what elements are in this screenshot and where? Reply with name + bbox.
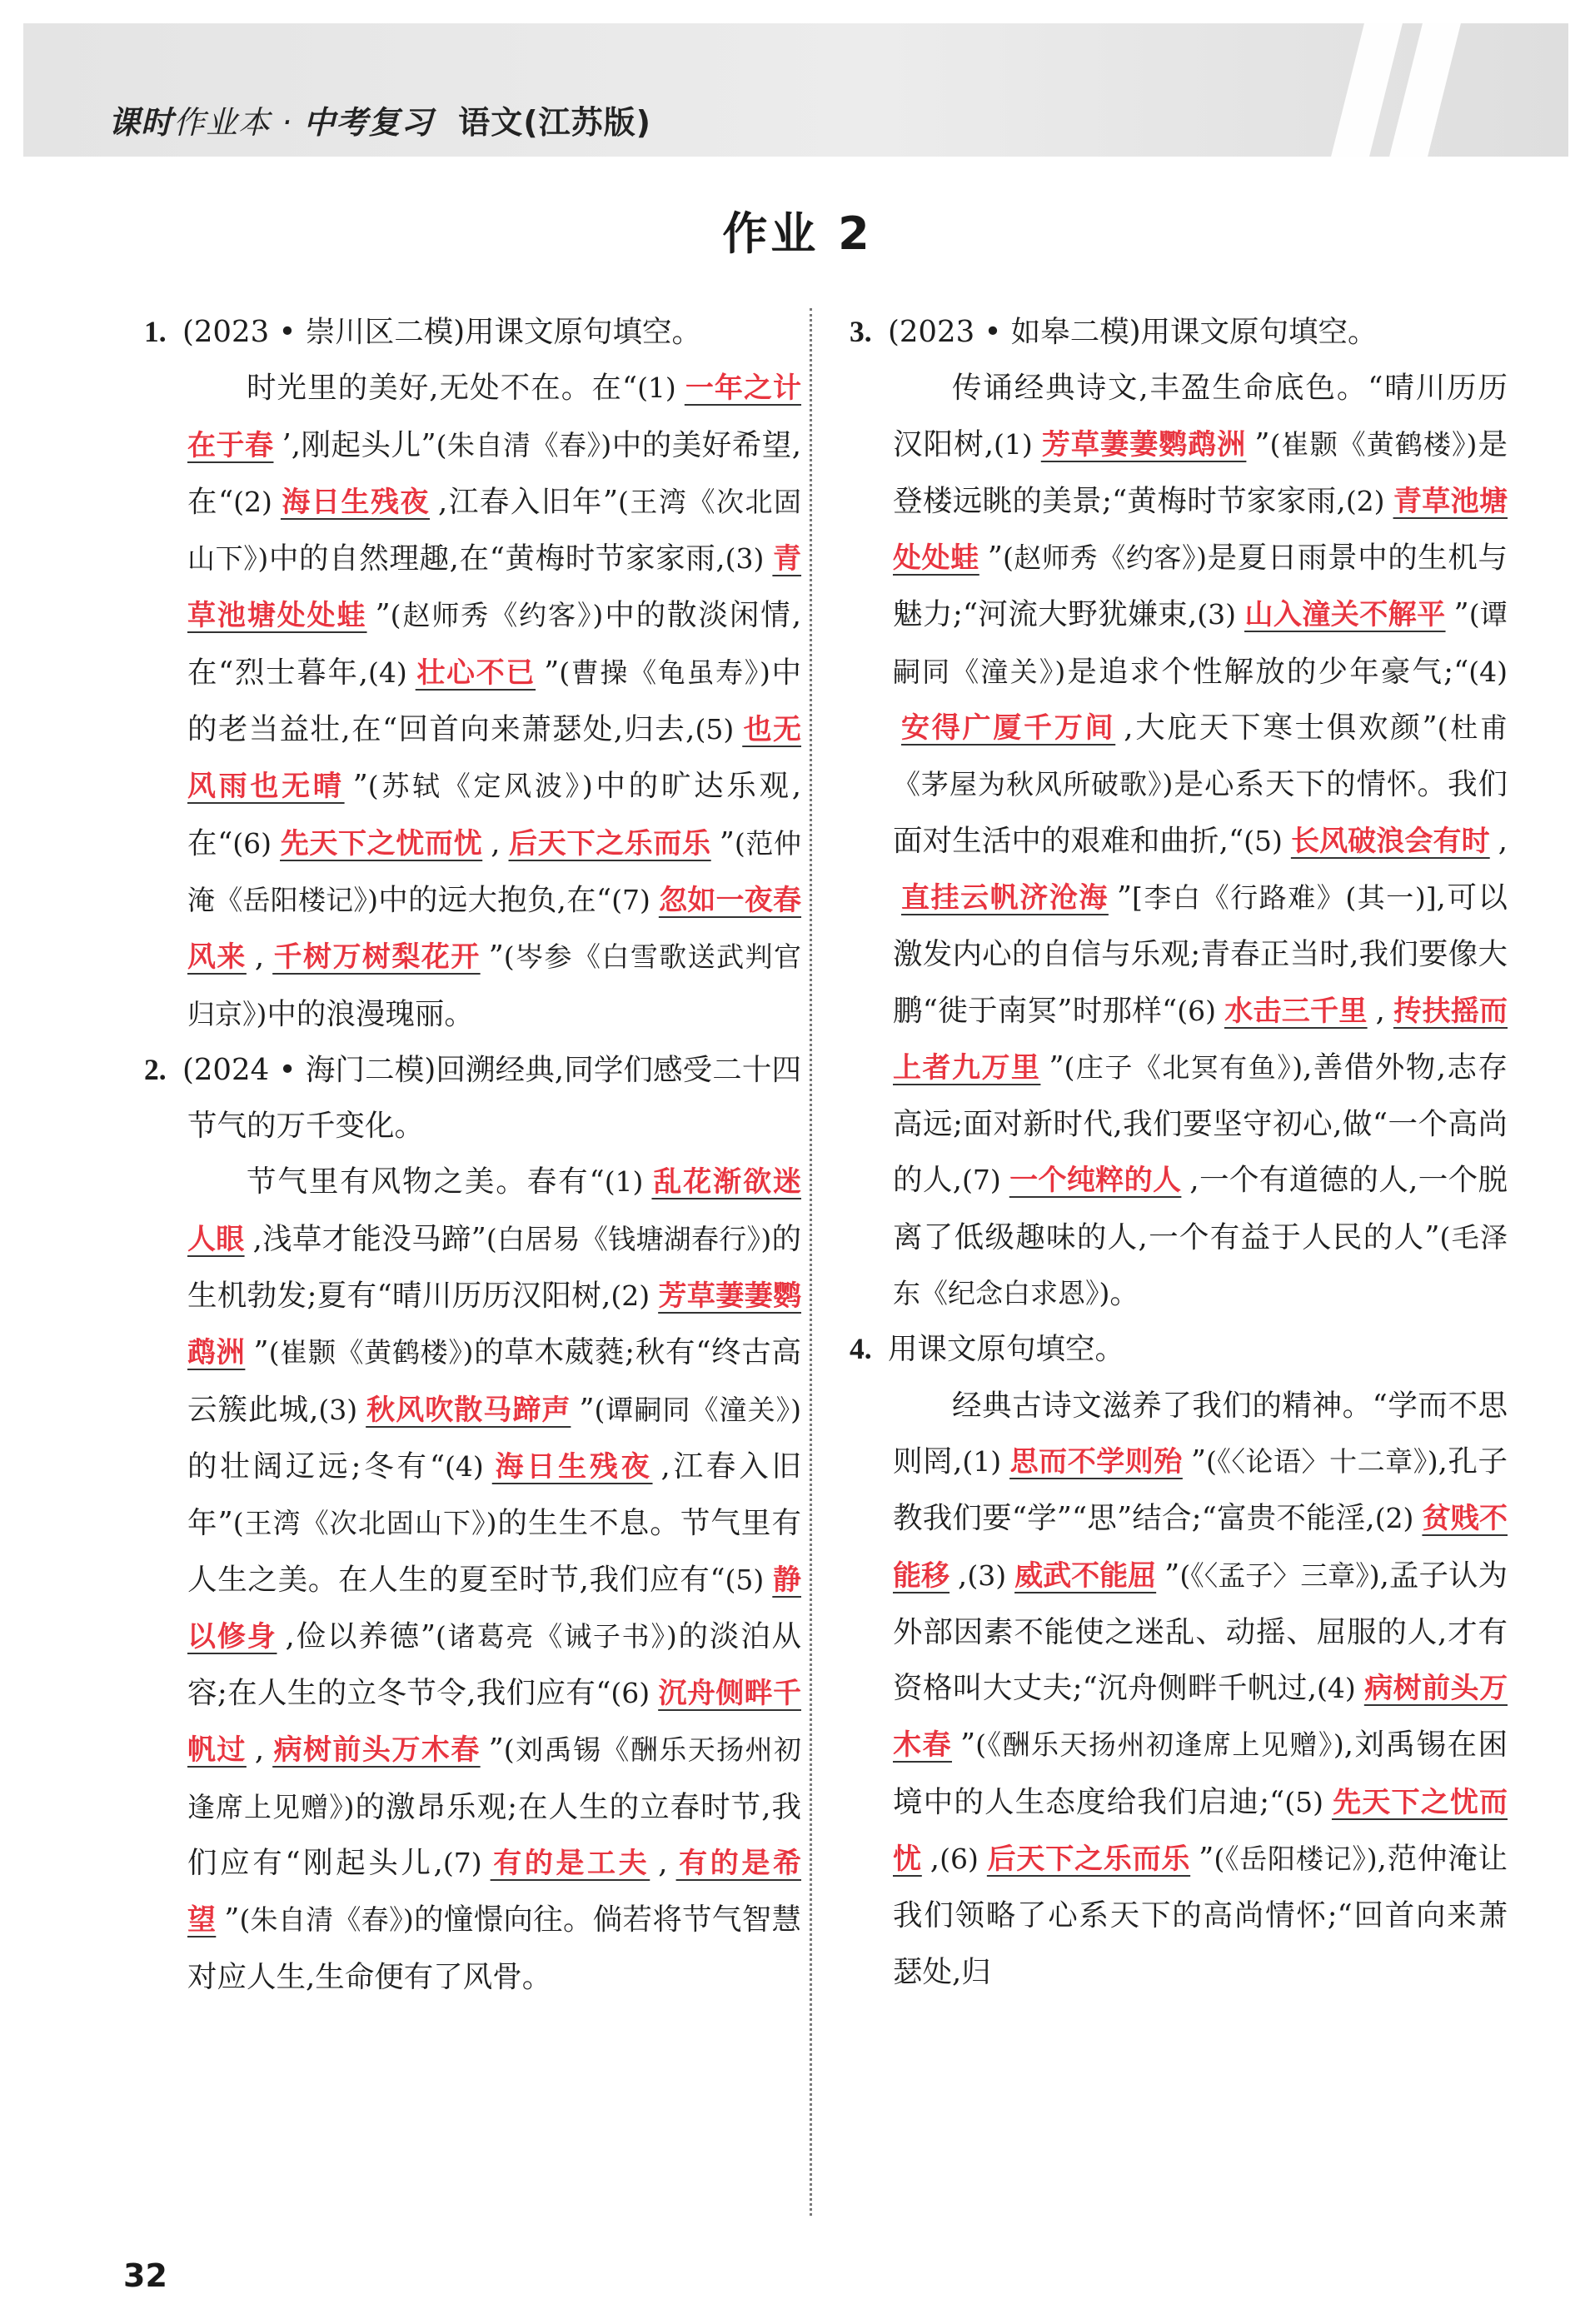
source-citation: (毛泽东《纪念白求恩》) — [893, 1220, 1508, 1310]
answer-blank: 芳草萋萋鹦鹉洲 — [1040, 427, 1247, 461]
blank-label: (7) — [611, 883, 650, 916]
question-number: 3. — [850, 315, 872, 348]
passage-text: 经典古诗文滋养了我们的精神。“学而不思则罔, — [893, 1388, 1508, 1479]
source-citation: (赵师秀《约客》) — [1002, 541, 1207, 575]
answer-blank: 安得广厦千万间 — [901, 711, 1116, 746]
passage-text: 节气里有风物之美。春有“ — [247, 1164, 605, 1199]
source-citation: (朱自清《春》) — [436, 428, 612, 461]
passage-text: , — [930, 1842, 940, 1877]
blank-label: (4) — [1317, 1672, 1356, 1705]
passage-text: ” — [1254, 426, 1270, 461]
answer-blank: 病树前头万木春 — [893, 1672, 1508, 1763]
passage-text: ” — [1116, 880, 1133, 915]
source-citation: (《〈孟子〉三章》) — [1179, 1558, 1380, 1592]
passage-text: 是登楼远眺的美景;“黄梅时节家家雨, — [893, 426, 1508, 518]
answer-blank: 一年之计在于春 — [187, 372, 802, 462]
source-citation: (岑参《白雪歌送武判官归京》) — [187, 940, 802, 1030]
answer-blank: 直挂云帆济沧海 — [901, 880, 1109, 915]
question-number: 4. — [850, 1332, 872, 1366]
passage-text: ,孔子教我们要“学”“思”结合;“富贵不能淫, — [893, 1444, 1508, 1536]
passage-text: 是夏日雨景中的生机与魅力;“河流大野犹嫌束, — [893, 541, 1508, 632]
passage-text: ” — [1190, 1444, 1207, 1479]
source-citation: (《岳阳楼记》) — [1214, 1843, 1378, 1876]
passage-text: ,大庇天下寒士俱欢颜” — [1124, 711, 1438, 746]
source-citation: (刘禹锡《酬乐天扬州初逢席上见赠》) — [187, 1733, 802, 1823]
passage-text: ” — [488, 1733, 504, 1768]
answer-blank: 也无风雨也无晴 — [187, 713, 801, 804]
header-book-title — [108, 97, 651, 142]
question-prompt: (2023 • 崇川区二模)用课文原句填空。 — [182, 315, 702, 349]
answer-blank: 贫贱不能移 — [893, 1502, 1508, 1593]
answer-blank: 思而不学则殆 — [1009, 1444, 1183, 1479]
source-citation: (《〈论语〉十二章》) — [1206, 1444, 1438, 1478]
passage-text: 。 — [1109, 1276, 1139, 1311]
source-citation: (诸葛亮《诫子书》) — [436, 1619, 677, 1653]
passage-text: ,可以激发内心的自信与乐观;青春正当时,我们要像大鹏“徙于南冥”时那样“ — [893, 880, 1508, 1028]
source-citation: (《酬乐天扬州初逢席上见赠》) — [975, 1728, 1344, 1762]
passage-text: ” — [352, 769, 368, 804]
header-decor-stripe — [1389, 23, 1461, 157]
passage-text: ” — [375, 598, 391, 633]
passage-text: 中的自然理趣,在“黄梅时节家家雨, — [268, 541, 725, 576]
source-citation: (范仲淹《岳阳楼记》) — [187, 826, 802, 916]
blank-label: (2) — [1374, 1502, 1414, 1535]
source-citation: (谭嗣同《潼关》) — [594, 1393, 801, 1426]
passage-text: ” — [544, 655, 560, 690]
question-2-prompt — [144, 1042, 801, 1155]
answer-blank: 海日生残夜 — [280, 485, 431, 519]
answer-blank: 秋风吹散马蹄声 — [366, 1393, 571, 1427]
passage-text: ” — [224, 1903, 240, 1937]
source-citation: (白居易《钱塘湖春行》) — [486, 1222, 772, 1255]
left-column — [144, 304, 801, 2005]
question-prompt: 用课文原句填空。 — [888, 1332, 1125, 1367]
passage-text: 的生机勃发;夏有“晴川历历汉阳树, — [187, 1221, 802, 1314]
answer-blank: 抟扶摇而上者九万里 — [893, 994, 1508, 1085]
answer-blank: 芳草萋萋鹦鹉洲 — [187, 1279, 801, 1370]
passage-text: 的淡泊从容;在人生的立冬节令,我们应有“ — [187, 1618, 802, 1711]
answer-blank: 有的是希望 — [187, 1847, 802, 1937]
page-title: 作业 2 — [722, 207, 873, 260]
passage-text: 时光里的美好,无处不在。在“ — [247, 371, 638, 406]
passage-text: ,孟子认为外部因素不能使之迷乱、动摇、屈服的人,才有资格叫大丈夫;“沉舟侧畔千帆过, — [893, 1558, 1508, 1706]
answer-blank: 山入潼关不解平 — [1244, 598, 1446, 632]
passage-text: ” — [987, 541, 1003, 576]
question-3-prompt — [850, 304, 1508, 360]
passage-text: ,刘禹锡在困境中的人生态度给我们启迪;“ — [893, 1728, 1508, 1819]
passage-text: ’,刚起头儿” — [282, 427, 436, 462]
passage-text: , — [958, 1558, 968, 1593]
header-subject: 语文(江苏版) — [458, 104, 652, 141]
blank-label: (2) — [1345, 484, 1385, 517]
blank-label: (4) — [1468, 655, 1508, 688]
answer-blank: 忽如一夜春风来 — [187, 883, 802, 975]
blank-label: (1) — [962, 1444, 1002, 1478]
blank-label: (1) — [637, 372, 676, 405]
passage-text: 中的旷达乐观,在“ — [187, 769, 801, 860]
answer-blank: 一个纯粹的人 — [1009, 1164, 1182, 1198]
passage-text: 是追求个性解放的少年豪气;“ — [1065, 654, 1469, 689]
blank-label: (6) — [611, 1677, 650, 1710]
passage-text: ,江春入旧年” — [438, 484, 619, 519]
blank-label: (5) — [695, 713, 735, 746]
passage-text: 中的老当益壮,在“回首向来萧瑟处,归去, — [187, 655, 801, 747]
blank-label: (3) — [318, 1393, 358, 1426]
passage-text: ” — [1453, 597, 1469, 632]
passage-text: ” — [959, 1728, 976, 1763]
passage-text: 中的散淡闲情,在“烈士暮年, — [187, 598, 801, 690]
answer-blank: 壮心不已 — [415, 656, 536, 690]
passage-text: ,俭以养德” — [285, 1618, 436, 1653]
blank-label: (5) — [1284, 1785, 1323, 1818]
answer-blank: 千树万树梨花开 — [272, 940, 481, 975]
question-2-body: 节气里有风物之美。春有“(1) 乱花渐欲迷人眼 ,浅草才能没马蹄”(白居易《钱塘湖春行》)的生机勃发;夏有“晴川历历汉阳树,(2) 芳草萋萋鹦鹉洲 ”(崔颢《黄鹤楼》)的草木葳蕤;秋有“终古高云簇此城,(3) 秋风吹散马蹄声 ”(谭嗣同《潼关》)的壮阔辽远;冬有“(4) 海日生残夜 ,江春入旧年”(王湾《次北固山下》)的生生不息。节气里有人生之美。在人生的夏至时节,我们应有“(5) 静以修身 ,俭以养德”(诸葛亮《诫子书》)的淡泊从容;在人生的立冬节令,我们应有“(6) 沉舟侧畔千帆过 , 病树前头万木春 ”(刘禹锡《酬乐天扬州初逢席上见赠》)的激昂乐观;在人生的立春时节,我们应有“刚起头儿,(7) 有的是工夫 , 有的是希望 ”(朱自清《春》)的憧憬向往。倘若将节气智慧对应人生,生命便有了风骨。 — [187, 1164, 802, 1994]
source-citation: (崔颢《黄鹤楼》) — [1269, 427, 1478, 461]
passage-text: ,江春入旧年” — [187, 1449, 801, 1541]
answer-blank: 长风破浪会有时 — [1290, 824, 1490, 858]
source-citation: (崔颢《黄鹤楼》) — [268, 1336, 474, 1369]
passage-text: 的激昂乐观;在人生的立春时节,我们应有“刚起头儿, — [187, 1789, 802, 1881]
source-citation: [李白《行路难》(其一)] — [1132, 880, 1437, 914]
passage-text: ,浅草才能没马蹄” — [252, 1221, 486, 1256]
answer-blank: 病树前头万木春 — [272, 1733, 481, 1768]
blank-label: (5) — [1244, 824, 1283, 857]
question-1-prompt — [144, 304, 801, 360]
blank-label: (3) — [725, 542, 765, 576]
question-prompt: (2024 • 海门二模)回溯经典,同学们感受二十四节气的万千变化。 — [182, 1052, 801, 1144]
passage-text: ” — [719, 825, 735, 860]
passage-text: 的憧憬向往。倘若将节气智慧对应人生,生命便有了风骨。 — [187, 1903, 801, 1994]
source-citation: (曹操《龟虽寿》) — [559, 656, 770, 689]
passage-text: 中的浪漫瑰丽。 — [267, 996, 474, 1031]
page-number: 32 — [123, 2257, 167, 2294]
question-prompt: (2023 • 如皋二模)用课文原句填空。 — [888, 315, 1378, 349]
source-citation: (庄子《北冥有鱼》) — [1064, 1050, 1303, 1084]
question-1-body: 时光里的美好,无处不在。在“(1) 一年之计在于春 ’,刚起头儿”(朱自清《春》)中的美好希望,在“(2) 海日生残夜 ,江春入旧年”(王湾《次北固山下》)中的自然理趣,在“黄梅时节家家雨,(3) 青草池塘处处蛙 ”(赵师秀《约客》)中的散淡闲情,在“烈士暮年,(4) 壮心不已 ”(曹操《龟虽寿》)中的老当益壮,在“回首向来萧瑟处,归去,(5) 也无风雨也无晴 ”(苏轼《定风波》)中的旷达乐观,在“(6) 先天下之忧而忧 , 后天下之乐而乐 ”(范仲淹《岳阳楼记》)中的远大抱负,在“(7) 忽如一夜春风来 , 千树万树梨花开 ”(岑参《白雪歌送武判官归京》)中的浪漫瑰丽。 — [187, 371, 802, 1031]
passage-text: ” — [1049, 1050, 1064, 1085]
passage-text: 传诵经典诗文,丰盈生命底色。“晴川历历汉阳树, — [893, 371, 1508, 461]
blank-label: (4) — [367, 656, 407, 689]
answer-blank: 静以修身 — [187, 1563, 801, 1653]
passage-text: ,范仲淹让我们领略了心系天下的高尚情怀;“回首向来萧瑟处,归 — [893, 1842, 1508, 1989]
blank-label: (2) — [233, 485, 272, 518]
answer-blank: 威武不能屈 — [1014, 1558, 1157, 1593]
answer-blank: 青草池塘处处蛙 — [893, 484, 1508, 576]
header-series-review: 中考复习 — [303, 104, 434, 141]
blank-label: (3) — [1197, 598, 1237, 631]
source-citation: (王湾《次北固山下》) — [232, 1507, 497, 1540]
answer-blank: 水击三千里 — [1224, 994, 1368, 1028]
passage-text: 中的远大抱负,在“ — [378, 882, 612, 917]
passage-text: ,一个有道德的人,一个脱离了低级趣味的人,一个有益于人民的人” — [893, 1163, 1508, 1254]
passage-text: ” — [488, 940, 504, 975]
answer-blank: 海日生残夜 — [491, 1449, 653, 1484]
blank-label: (1) — [994, 427, 1033, 461]
passage-text: ” — [1164, 1558, 1180, 1593]
answer-blank: 青草池塘处处蛙 — [187, 542, 802, 633]
blank-label: (4) — [444, 1449, 484, 1483]
source-citation: (苏轼《定风波》) — [367, 770, 593, 803]
question-4-body — [893, 1378, 1508, 2000]
source-citation: (杜甫《茅屋为秋风所破歌》) — [893, 711, 1508, 801]
answer-blank: 后天下之乐而乐 — [986, 1843, 1191, 1877]
passage-text: 是心系天下的情怀。我们面对生活中的艰难和曲折,“ — [893, 767, 1508, 858]
passage-text: ” — [253, 1335, 269, 1370]
answer-blank: 后天下之乐而乐 — [508, 826, 711, 860]
blank-label: (6) — [232, 826, 272, 860]
source-citation: (王湾《次北固山下》) — [187, 485, 802, 576]
blank-label: (1) — [604, 1165, 644, 1199]
question-4-prompt — [850, 1321, 1508, 1377]
header-decor-stripe — [1331, 23, 1403, 157]
blank-label: (5) — [725, 1563, 765, 1596]
passage-text: 的生生不息。节气里有人生之美。在人生的夏至时节,我们应有“ — [187, 1506, 801, 1597]
passage-text: 的壮阔辽远;冬有“ — [187, 1449, 445, 1484]
passage-text: 中的美好希望,在“ — [187, 427, 802, 519]
answer-blank: 沉舟侧畔千帆过 — [187, 1677, 801, 1768]
page-header-band — [23, 23, 1568, 157]
header-series: 作业本 · — [173, 104, 304, 141]
blank-label: (2) — [611, 1279, 650, 1313]
blank-label: (7) — [442, 1847, 482, 1880]
right-column — [850, 304, 1508, 2000]
question-3-body: 传诵经典诗文,丰盈生命底色。“晴川历历汉阳树,(1) 芳草萋萋鹦鹉洲 ”(崔颢《黄鹤楼》)是登楼远眺的美景;“黄梅时节家家雨,(2) 青草池塘处处蛙 ”(赵师秀《约客》)是夏日雨景中的生机与魅力;“河流大野犹嫌束,(3) 山入潼关不解平 ”(谭嗣同《潼关》)是追求个性解放的少年豪气;“(4)安得广厦千万间 ,大庇天下寒士俱欢颜”(杜甫《茅屋为秋风所破歌》)是心系天下的情怀。我们面对生活中的艰难和曲折,“(5) 长风破浪会有时 ,直挂云帆济沧海 ”[李白《行路难》(其一)],可以激发内心的自信与乐观;青春正当时,我们要像大鹏“徙于南冥”时那样“(6) 水击三千里 , 抟扶摇而上者九万里 ”(庄子《北冥有鱼》),善借外物,志存高远;面对新时代,我们要坚守初心,做“一个高尚的人,(7) 一个纯粹的人 ,一个有道德的人,一个脱离了低级趣味的人,一个有益于人民的人”(毛泽东《纪念白求恩》)。 — [893, 371, 1508, 1311]
blank-label: (6) — [1177, 994, 1216, 1027]
answer-blank: 乱花渐欲迷人眼 — [187, 1165, 801, 1256]
passage-text: 的草木葳蕤;秋有“终古高云簇此城, — [187, 1335, 801, 1427]
blank-label: (6) — [940, 1843, 979, 1876]
passage-text: ” — [1199, 1842, 1214, 1877]
question-number: 1. — [144, 315, 167, 348]
question-number: 2. — [144, 1052, 167, 1086]
column-divider — [810, 308, 812, 2216]
blank-label: (3) — [967, 1558, 1007, 1592]
answer-blank: 先天下之忧而忧 — [280, 826, 483, 860]
answer-blank: 先天下之忧而忧 — [893, 1785, 1508, 1877]
passage-text: ” — [579, 1392, 595, 1427]
passage-text: ,善借外物,志存高远;面对新时代,我们要坚守初心,做“一个高尚的人, — [893, 1050, 1508, 1198]
source-citation: (谭嗣同《潼关》) — [893, 598, 1508, 688]
answer-blank: 有的是工夫 — [490, 1847, 650, 1881]
source-citation: (朱自清《春》) — [239, 1903, 414, 1937]
source-citation: (赵师秀《约客》) — [390, 599, 604, 632]
header-series-bold: 课时 — [108, 104, 174, 141]
blank-label: (7) — [962, 1164, 1001, 1197]
